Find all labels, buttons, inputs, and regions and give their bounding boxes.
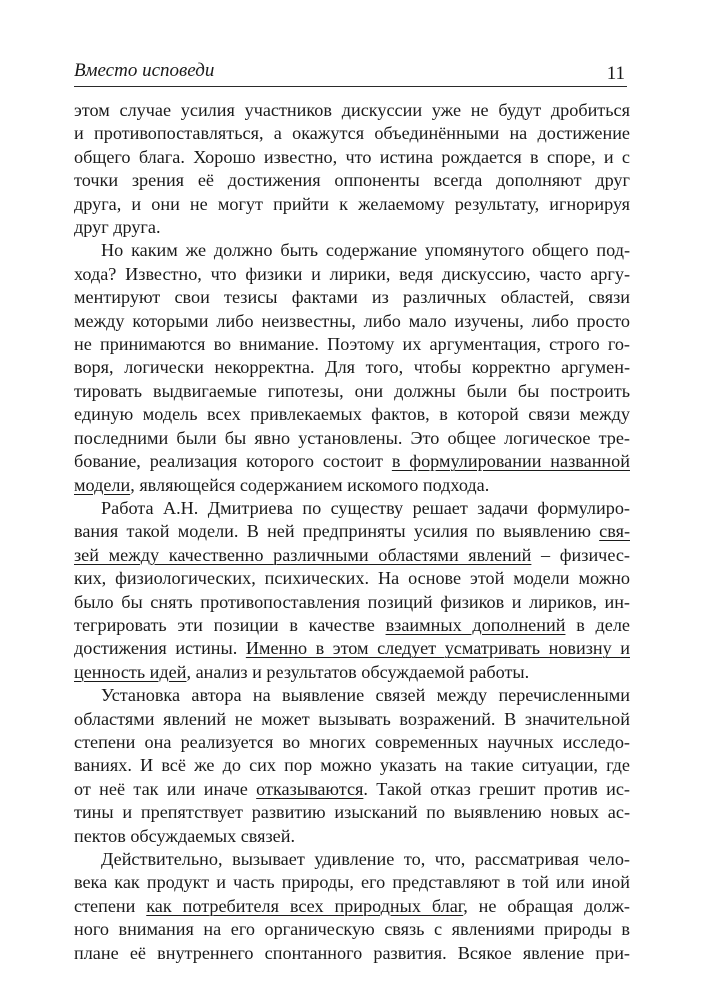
text-segment: , являющейся содержанием искомого подхода. <box>130 474 490 495</box>
text-segment: вания такой модели. В ней предприняты усилия по выявлению <box>74 521 600 542</box>
text-segment: – физичес- <box>531 544 630 565</box>
text-line <box>74 286 630 309</box>
text-segment: хода? Известно, что физики и лирики, ведя дискуссию, часто аргу- <box>74 263 630 284</box>
underlined-text: как потребителя всех природных благ <box>146 895 464 916</box>
text-segment: степени <box>74 895 147 916</box>
text-segment: этом случае усилия участников дискуссии уже не будут дробиться <box>74 100 630 120</box>
text-line <box>74 848 630 871</box>
text-segment: тины и препятствует развитию изысканий по выявлению новых ас- <box>74 802 630 823</box>
text-segment: плане её внутреннего спонтанного развития. Всякое явление при- <box>74 942 630 963</box>
text-line <box>74 356 630 379</box>
text-line <box>74 661 630 684</box>
text-line <box>74 942 630 965</box>
text-line <box>74 871 630 894</box>
text-segment: Установка автора на выявление связей между перечисленными <box>101 685 630 706</box>
text-line <box>74 544 630 567</box>
text-segment: не принимаются во внимание. Поэтому их аргументация, строго го- <box>74 334 630 355</box>
text-segment: было бы снять противопоставления позиций физиков и лириков, ин- <box>74 591 630 612</box>
text-segment: воря, логически некорректна. Для того, чтобы корректно аргумен- <box>74 357 630 378</box>
text-segment: пектов обсуждаемых связей. <box>74 825 296 846</box>
text-segment: века как продукт и часть природы, его представляют в той или иной <box>74 872 630 893</box>
text-segment: точки зрения её достижения оппоненты всегда дополняют друг <box>74 170 630 191</box>
text-segment: ного внимания на его органическую связь с явлениями природы в <box>74 919 630 940</box>
text-segment: и противопоставляться, а окажутся объединёнными на достижение <box>74 123 630 144</box>
text-segment: от неё так или иначе <box>74 778 257 799</box>
text-line <box>74 567 630 590</box>
text-line <box>74 801 630 824</box>
text-line <box>74 380 630 403</box>
text-line <box>74 708 630 731</box>
text-segment: в деле <box>565 614 630 635</box>
text-segment: бование, реализация которого состоит <box>74 451 392 472</box>
text-line <box>74 427 630 450</box>
underlined-text: ценность идей <box>74 661 187 682</box>
text-segment: Но каким же должно быть содержание упомянутого общего под- <box>101 240 630 261</box>
text-line <box>74 403 630 426</box>
running-header <box>74 58 627 87</box>
underlined-text: взаимных дополнений <box>385 614 566 635</box>
text-segment: ких, физиологических, психических. На основе этой модели можно <box>74 568 630 589</box>
text-segment: ментируют свои тезисы фактами из различных областей, связи <box>74 287 630 308</box>
text-line <box>74 474 630 497</box>
text-segment: , не обращая долж- <box>463 895 630 916</box>
running-title: Вместо исповеди <box>74 60 215 81</box>
text-segment: областями явлений не может вызывать возражений. В значительной <box>74 708 630 729</box>
text-segment: Работа А.Н. Дмитриева по существу решает задачи формулиро- <box>101 497 630 518</box>
text-line <box>74 895 630 918</box>
text-segment: ваниях. И всё же до сих пор можно указать на такие ситуации, где <box>74 755 630 776</box>
text-segment: степени она реализуется во многих современных научных исследо- <box>74 731 630 752</box>
underlined-text: зей между качественно различными областями явлений <box>74 544 532 565</box>
text-line <box>74 450 630 473</box>
text-line <box>74 754 630 777</box>
body-text <box>74 99 630 965</box>
text-line <box>74 239 630 262</box>
text-line <box>74 778 630 801</box>
text-segment: друга, и они не могут прийти к желаемому результату, игнорируя <box>74 193 630 214</box>
text-segment: достижения истины. <box>74 638 246 659</box>
text-line <box>74 731 630 754</box>
underlined-text: свя- <box>599 521 630 542</box>
text-line <box>74 684 630 707</box>
text-line <box>74 614 630 637</box>
text-line <box>74 520 630 543</box>
text-segment: тегрировать эти позиции в качестве <box>74 614 386 635</box>
text-line <box>74 825 630 848</box>
text-segment: Действительно, вызывает удивление то, что, рассматривая чело- <box>101 849 630 869</box>
text-line <box>74 122 630 145</box>
text-segment: , анализ и результатов обсуждаемой работы. <box>186 661 530 682</box>
text-line <box>74 333 630 356</box>
text-line <box>74 216 630 239</box>
text-segment: общего блага. Хорошо известно, что истина рождается в споре, и с <box>74 146 630 167</box>
text-line <box>74 263 630 286</box>
underlined-text: отказываются <box>256 778 364 799</box>
text-line <box>74 146 630 169</box>
text-line <box>74 637 630 660</box>
text-line <box>74 497 630 520</box>
text-line <box>74 310 630 333</box>
text-line <box>74 193 630 216</box>
text-segment: между которыми либо неизвестны, либо мало изучены, либо просто <box>74 310 630 331</box>
text-segment: единую модель всех привлекаемых фактов, в которой связи между <box>74 404 630 425</box>
underlined-text: в формулировании названной <box>391 451 630 472</box>
text-segment: друг друга. <box>74 217 161 238</box>
text-line <box>74 591 630 614</box>
underlined-text: Именно в этом следует усматривать новизну и <box>245 638 630 659</box>
page-number: 11 <box>606 63 625 84</box>
underlined-text: модели <box>74 474 131 495</box>
text-segment: тировать выдвигаемые гипотезы, они должны были бы построить <box>74 380 630 401</box>
text-line <box>74 918 630 941</box>
text-segment: . Такой отказ грешит против ис- <box>363 778 630 799</box>
text-segment: последними были бы явно установлены. Это общее логическое тре- <box>74 427 630 448</box>
text-line <box>74 99 630 122</box>
text-line <box>74 169 630 192</box>
